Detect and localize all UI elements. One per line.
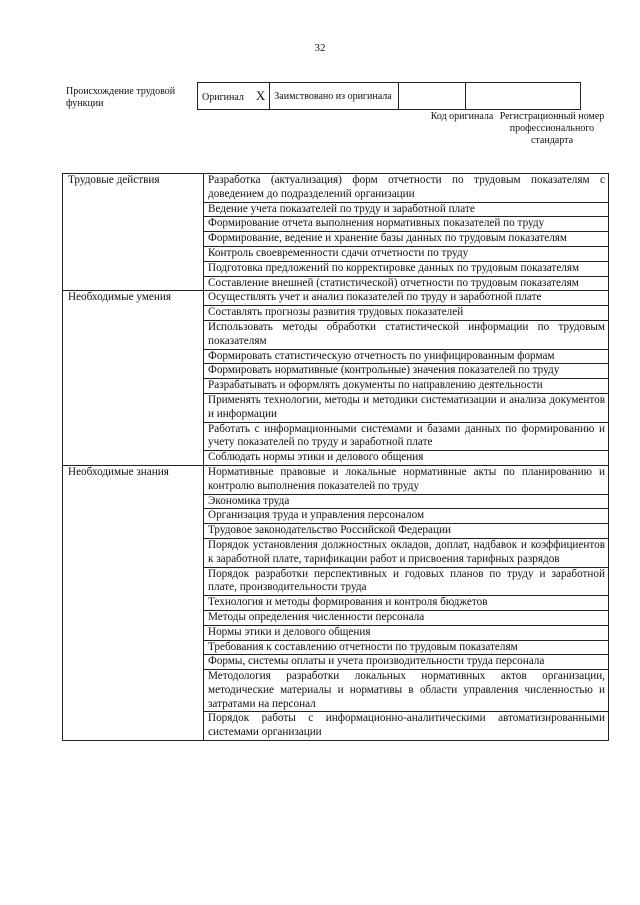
reg-number-label: Регистрационный номер профессионального стандарта bbox=[499, 111, 605, 146]
list-item: Применять технологии, методы и методики систематизации и анализа документов и информации bbox=[204, 393, 609, 422]
origin-label: Происхождение трудовой функции bbox=[66, 86, 176, 109]
list-item: Порядок установления должностных окладов, доплат, надбавок и коэффициентов к заработной плате, тарификации работ и присвоения тарифных разрядов bbox=[204, 538, 609, 567]
list-item: Порядок разработки перспективных и годовых планов по труду и заработной плате, производительности труда bbox=[204, 567, 609, 596]
section-title: Необходимые знания bbox=[63, 465, 204, 740]
list-item: Ведение учета показателей по труду и заработной плате bbox=[204, 202, 609, 217]
list-item: Требования к составлению отчетности по трудовым показателям bbox=[204, 640, 609, 655]
table-row bbox=[63, 174, 609, 203]
reg-number-cell bbox=[466, 83, 581, 110]
code-cell bbox=[399, 83, 466, 110]
section-title: Необходимые умения bbox=[63, 291, 204, 466]
list-item: Составлять прогнозы развития трудовых показателей bbox=[204, 306, 609, 321]
section-title: Трудовые действия bbox=[63, 174, 204, 291]
list-item: Формировать статистическую отчетность по унифицированным формам bbox=[204, 349, 609, 364]
list-item: Трудовое законодательство Российской Федерации bbox=[204, 524, 609, 539]
list-item: Методы определения численности персонала bbox=[204, 610, 609, 625]
list-item: Порядок работы с информационно-аналитическими автоматизированными системами организации bbox=[204, 712, 609, 741]
list-item: Методология разработки локальных нормативных актов организации, методические материалы и нормативы в области управления численностью и затратами на персонал bbox=[204, 670, 609, 712]
borrowed-cell: Заимствовано из оригинала bbox=[270, 83, 399, 110]
labor-function-table bbox=[62, 173, 609, 741]
list-item: Использовать методы обработки статистической информации по трудовым показателям bbox=[204, 320, 609, 349]
list-item: Разработка (актуализация) форм отчетности по трудовым показателям с доведением до подразделений организации bbox=[204, 174, 609, 203]
original-mark: X bbox=[255, 88, 266, 103]
list-item: Подготовка предложений по корректировке данных по трудовым показателям bbox=[204, 261, 609, 276]
list-item: Осуществлять учет и анализ показателей по труду и заработной плате bbox=[204, 291, 609, 306]
page-number: 32 bbox=[314, 42, 326, 54]
list-item: Технология и методы формирования и контроля бюджетов bbox=[204, 596, 609, 611]
list-item: Работать с информационными системами и базами данных по формированию и учету показателей по труду и заработной плате bbox=[204, 422, 609, 451]
list-item: Нормативные правовые и локальные нормативные акты по планированию и контролю выполнения показателей по труду bbox=[204, 465, 609, 494]
list-item: Формировать нормативные (контрольные) значения показателей по труду bbox=[204, 364, 609, 379]
list-item: Разрабатывать и оформлять документы по направлению деятельности bbox=[204, 379, 609, 394]
labor-function-table-body bbox=[63, 174, 609, 741]
list-item: Составление внешней (статистической) отчетности по трудовым показателям bbox=[204, 276, 609, 291]
list-item: Формирование, ведение и хранение базы данных по трудовым показателям bbox=[204, 232, 609, 247]
table-row bbox=[63, 291, 609, 306]
table-row bbox=[63, 465, 609, 494]
list-item: Экономика труда bbox=[204, 494, 609, 509]
code-label: Код оригинала bbox=[430, 111, 494, 122]
original-cell bbox=[198, 83, 270, 110]
list-item: Организация труда и управления персоналом bbox=[204, 509, 609, 524]
original-label: Оригинал bbox=[202, 92, 244, 103]
list-item: Формирование отчета выполнения нормативных показателей по труду bbox=[204, 217, 609, 232]
list-item: Формы, системы оплаты и учета производительности труда персонала bbox=[204, 655, 609, 670]
list-item: Контроль своевременности сдачи отчетности по труду bbox=[204, 246, 609, 261]
origin-table bbox=[197, 82, 581, 110]
list-item: Соблюдать нормы этики и делового общения bbox=[204, 451, 609, 466]
list-item: Нормы этики и делового общения bbox=[204, 625, 609, 640]
